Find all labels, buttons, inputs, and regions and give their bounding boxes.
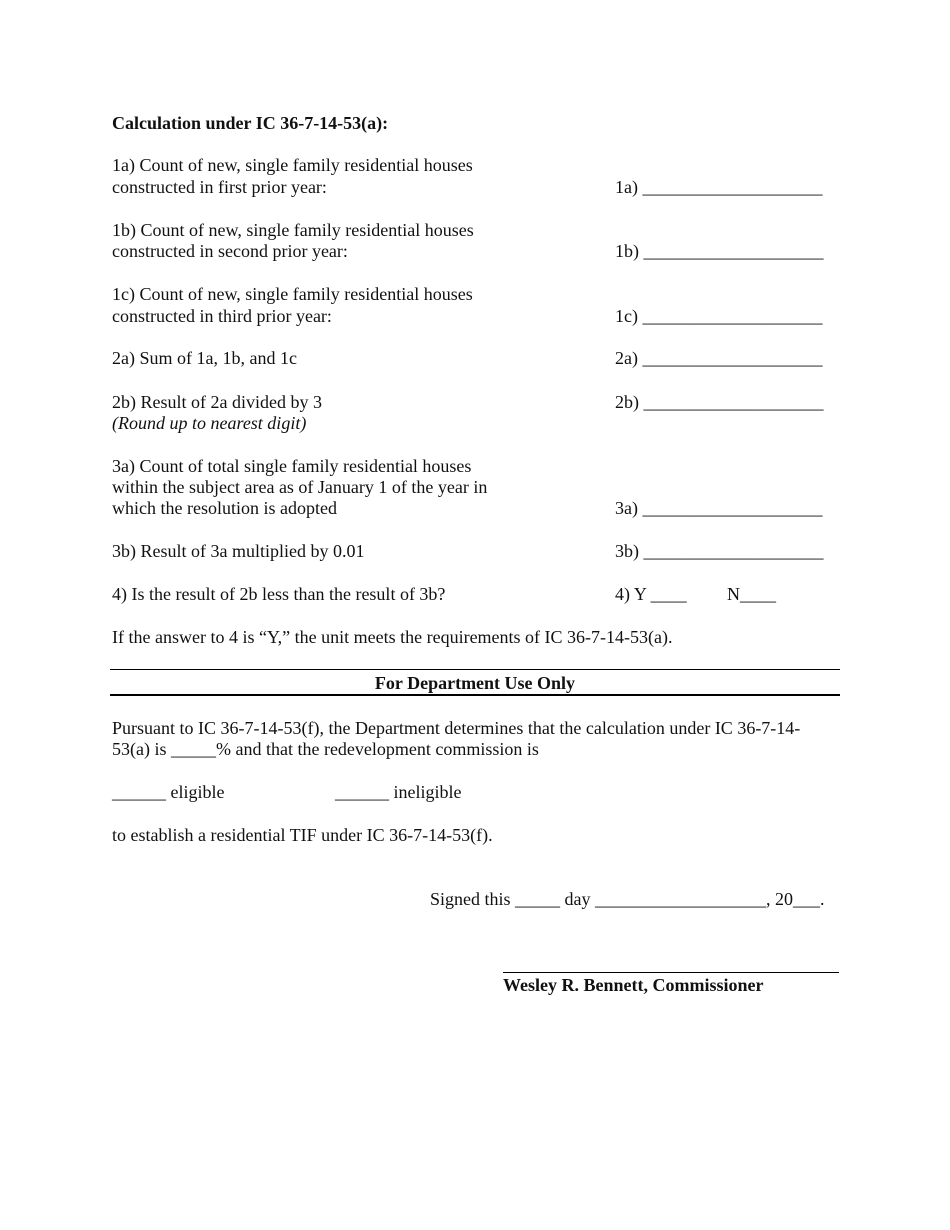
item-3a-text-line3: which the resolution is adopted	[112, 498, 337, 518]
item-1a-text-line1: 1a) Count of new, single family residential houses	[112, 155, 473, 175]
item-1c-text-line1: 1c) Count of new, single family residential houses	[112, 284, 473, 304]
item-1b-text-line2: constructed in second prior year:	[112, 241, 348, 261]
item-1c-answer-field[interactable]: 1c) ____________________	[615, 306, 823, 326]
department-paragraph-line2: 53(a) is _____% and that the redevelopment commission is	[112, 739, 539, 759]
item-1b-text-line1: 1b) Count of new, single family residential houses	[112, 220, 474, 240]
item-1c-text-line2: constructed in third prior year:	[112, 306, 332, 326]
item-3b-text: 3b) Result of 3a multiplied by 0.01	[112, 541, 365, 561]
section-rule-top	[110, 669, 840, 670]
item-2b-note: (Round up to nearest digit)	[112, 413, 307, 433]
ineligible-option[interactable]: ______ ineligible	[335, 782, 462, 802]
signature-line[interactable]	[503, 972, 839, 973]
eligible-option[interactable]: ______ eligible	[112, 782, 225, 802]
item-2a-answer-field[interactable]: 2a) ____________________	[615, 348, 823, 368]
signatory-name: Wesley R. Bennett, Commissioner	[503, 975, 764, 995]
item-3a-text-line1: 3a) Count of total single family residential houses	[112, 456, 472, 476]
item-4-text: 4) Is the result of 2b less than the result of 3b?	[112, 584, 446, 604]
item-3a-text-line2: within the subject area as of January 1 of the year in	[112, 477, 488, 497]
item-3a-answer-field[interactable]: 3a) ____________________	[615, 498, 823, 518]
item-1b-answer-field[interactable]: 1b) ____________________	[615, 241, 824, 261]
item-4-yes-field[interactable]: 4) Y ____	[615, 584, 687, 604]
item-2b-answer-field[interactable]: 2b) ____________________	[615, 392, 824, 412]
department-paragraph-line1: Pursuant to IC 36-7-14-53(f), the Department determines that the calculation under IC 36-7-14-	[112, 718, 801, 738]
establish-text: to establish a residential TIF under IC 36-7-14-53(f).	[112, 825, 493, 845]
item-1a-text-line2: constructed in first prior year:	[112, 177, 327, 197]
item-3b-answer-field[interactable]: 3b) ____________________	[615, 541, 824, 561]
conclusion-text: If the answer to 4 is “Y,” the unit meets the requirements of IC 36-7-14-53(a).	[112, 627, 673, 647]
item-1a-answer-field[interactable]: 1a) ____________________	[615, 177, 823, 197]
calculation-heading: Calculation under IC 36-7-14-53(a):	[112, 113, 389, 133]
item-2b-text: 2b) Result of 2a divided by 3	[112, 392, 322, 412]
item-4-no-field[interactable]: N____	[727, 584, 776, 604]
section-rule-bottom	[110, 694, 840, 696]
item-2a-text: 2a) Sum of 1a, 1b, and 1c	[112, 348, 297, 368]
department-heading: For Department Use Only	[374, 673, 576, 693]
signed-date-line[interactable]: Signed this _____ day ___________________, 20___.	[430, 889, 825, 909]
